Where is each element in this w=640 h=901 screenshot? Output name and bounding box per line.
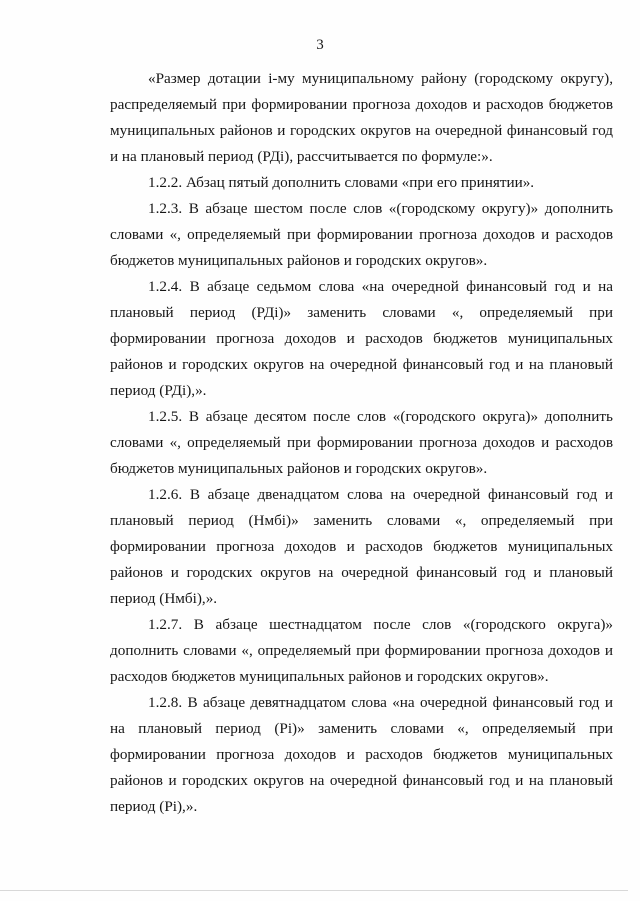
bottom-scan-edge <box>0 890 628 891</box>
paragraph-1-2-5: 1.2.5. В абзаце десятом после слов «(городского округа)» дополнить словами «, определяемый при формировании прогноза доходов и расходов бюджетов муниципальных районов и городских округов». <box>110 408 613 477</box>
page-number: 3 <box>316 37 324 53</box>
paragraph-1-2-8: 1.2.8. В абзаце девятнадцатом слова «на очередной финансовый год и на плановый период (Pi)» заменить словами «, определяемый при формировании прогноза доходов и расходов бюджетов муниципальных районов и городских округов на очередной финансовый год и на плановый период (Pi),». <box>110 694 613 815</box>
paragraph-formula-intro: «Размер дотации i-му муниципальному району (городскому округу), распределяемый при формировании прогноза доходов и расходов бюджетов муниципальных районов и городских округов на очередной финансовый год и на плановый период (РДi), рассчитывается по формуле:». <box>110 70 613 165</box>
document-body <box>110 66 613 820</box>
paragraph-1-2-4: 1.2.4. В абзаце седьмом слова «на очередной финансовый год и на плановый период (РДi)» заменить словами «, определяемый при формировании прогноза доходов и расходов бюджетов муниципальных районов и городских округов на очередной финансовый год и на плановый период (РДi),». <box>110 278 613 399</box>
paragraph-1-2-2: 1.2.2. Абзац пятый дополнить словами «при его принятии». <box>148 174 535 191</box>
paragraph-1-2-6: 1.2.6. В абзаце двенадцатом слова на очередной финансовый год и плановый период (Нмбi)» заменить словами «, определяемый при формировании прогноза доходов и расходов бюджетов муниципальных районов и городских округов на очередной финансовый год и плановый период (Нмбi),». <box>110 486 613 607</box>
paragraph-1-2-3: 1.2.3. В абзаце шестом после слов «(городскому округу)» дополнить словами «, определяемый при формировании прогноза доходов и расходов бюджетов муниципальных районов и городских округов». <box>110 200 613 269</box>
paragraph-1-2-7: 1.2.7. В абзаце шестнадцатом после слов «(городского округа)» дополнить словами «, определяемый при формировании прогноза доходов и расходов бюджетов муниципальных районов и городских округов». <box>110 616 613 685</box>
